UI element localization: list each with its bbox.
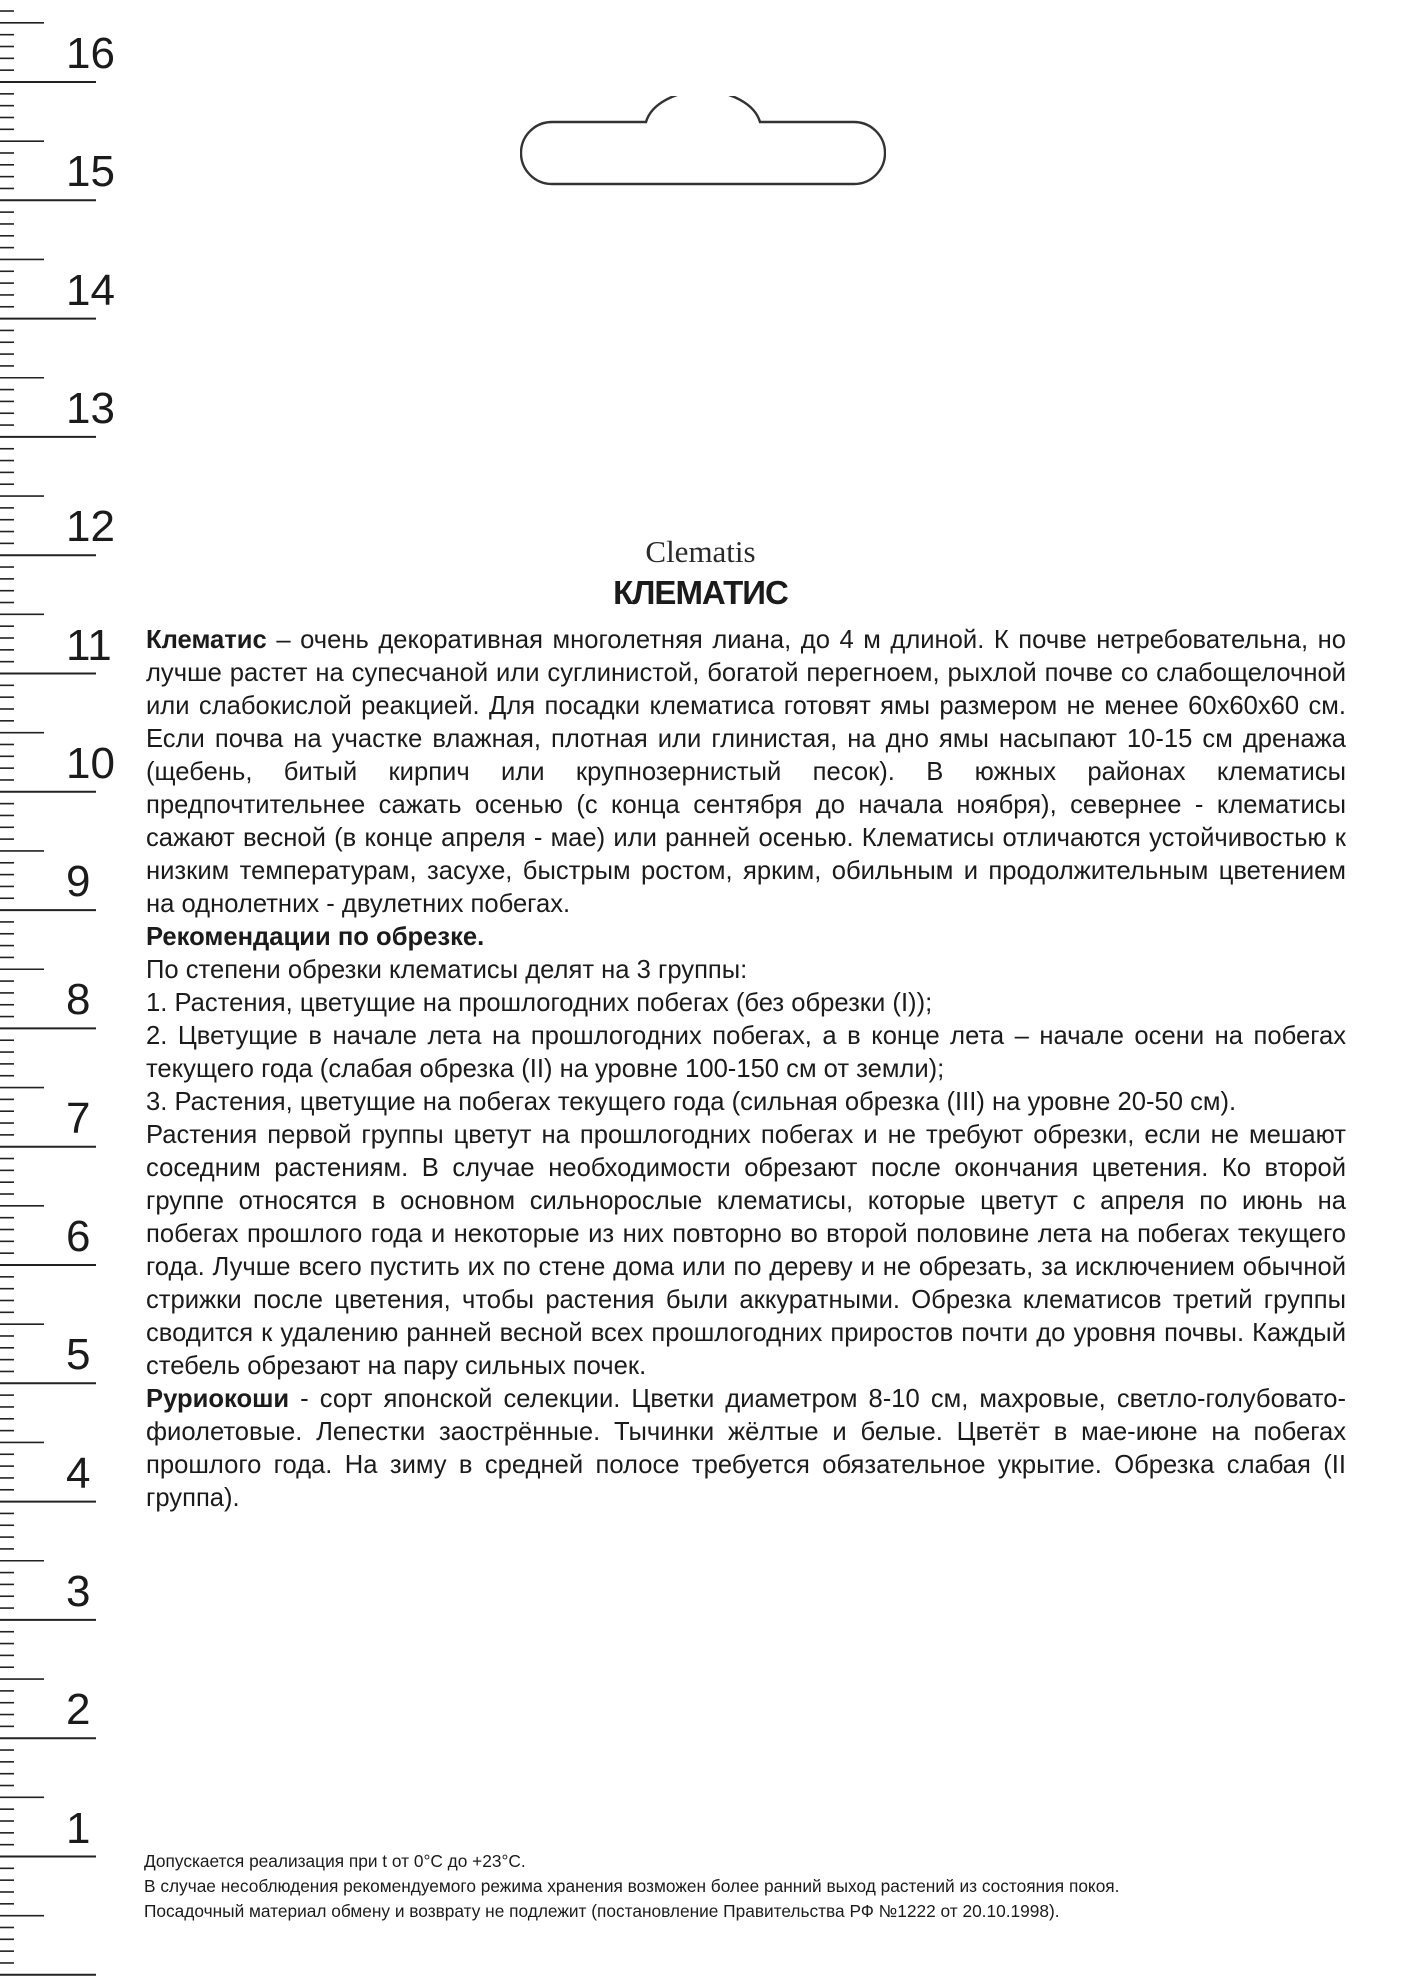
ruler-label: 4 <box>66 1448 91 1498</box>
ruler-label: 3 <box>66 1566 91 1616</box>
page-title: КЛЕМАТИС <box>613 574 788 611</box>
ruler-label: 1 <box>66 1803 91 1853</box>
pruning-group-2: 2. Цветущие в начале лета на прошлогодних побегах, а в конце лета – начале осени на побегах текущего года (слабая обрезка (II) на уровне 100-150 см от земли); <box>146 1022 1346 1083</box>
ruler-label: 14 <box>66 265 115 315</box>
footer-warning-note: В случае несоблюдения рекомендуемого режима хранения возможен более ранний выход растений из состояния покоя. <box>144 1876 1120 1896</box>
footer <box>144 1849 1374 1924</box>
variety-paragraph <box>146 1383 1346 1515</box>
variety-name: Руриокоши <box>146 1385 290 1413</box>
pruning-group-1: 1. Растения, цветущие на прошлогодних побегах (без обрезки (I)); <box>146 989 933 1017</box>
ruler-label: 10 <box>66 738 115 788</box>
description-text: – очень декоративная многолетняя лиана, до 4 м длиной. К почве нетребовательна, но лучше растет на супесчаной или суглинистой, богатой перегноем, рыхлой почве со слабощелочной или слабокислой реакцией. Для посадки клематиса готовят ямы размером не менее 60х60х60 см. Если почва на участке влажная, плотная или глинистая, на дно ямы насыпают 10-15 см дренажа (щебень, битый кирпич или крупнозернистый песок). В южных районах клематисы предпочтительнее сажать осенью (с конца сентября до начала ноября), севернее - клематисы сажают весной (в конце апреля - мае) или ранней осенью. Клематисы отличаются устойчивостью к низким температурам, засухе, быстрым ростом, ярким, обильным и продолжительным цветением на однолетних - двулетних побегах. <box>146 626 1346 918</box>
pruning-details: Растения первой группы цветут на прошлогодних побегах и не требуют обрезки, если не мешают соседним растениям. В случае необходимости обрезают после окончания цветения. Ко второй группе относятся в основном сильнорослые клематисы, которые цветут с апреля по июнь на побегах прошлого года и некоторые из них повторно во второй половине лета на побегах текущего года. Лучше всего пустить их по стене дома или по дереву и не обрезать, за исключением обычной стрижки после цветения, чтобы растения были аккуратными. Обрезка клематисов третий группы сводится к удалению ранней весной всех прошлогодних приростов почти до уровня почвы. Каждый стебель обрезают на пару сильных почек. <box>146 1121 1346 1380</box>
ruler-label: 9 <box>66 857 91 907</box>
description-lead: Клематис <box>146 626 267 654</box>
ruler-label: 7 <box>66 1093 91 1143</box>
ruler-label: 16 <box>66 29 115 78</box>
ruler <box>0 0 120 1981</box>
ruler-label: 6 <box>66 1212 91 1261</box>
ruler-label: 5 <box>66 1330 91 1380</box>
ruler-label: 11 <box>66 620 112 670</box>
footer-storage-note: Допускается реализация при t от 0°С до +23°С. <box>144 1851 526 1871</box>
latin-name: Clematis <box>645 534 756 569</box>
description-paragraph <box>146 624 1346 921</box>
ruler-label: 12 <box>66 502 115 552</box>
ruler-label: 8 <box>66 975 91 1025</box>
content <box>146 624 1346 1515</box>
footer-return-note: Посадочный материал обмену и возврату не подлежит (постановление Правительства РФ №1222 от 20.10.1998). <box>144 1901 1060 1921</box>
hang-tab-outline <box>520 96 886 186</box>
pruning-intro: По степени обрезки клематисы делят на 3 группы: <box>146 956 748 984</box>
pruning-heading: Рекомендации по обрезке. <box>146 923 485 951</box>
variety-text: - сорт японской селекции. Цветки диаметром 8-10 см, махровые, светло-голубовато-фиолетовые. Лепестки заострённые. Тычинки жёлтые и белые. Цветёт в мае-июне на побегах прошлого года. На зиму в средней полосе требуется обязательное укрытие. Обрезка слабая (II группа). <box>146 1385 1346 1512</box>
pruning-group-3: 3. Растения, цветущие на побегах текущего года (сильная обрезка (III) на уровне 20-50 см). <box>146 1088 1237 1116</box>
ruler-label: 15 <box>66 147 115 197</box>
ruler-label: 13 <box>66 383 115 433</box>
ruler-label: 2 <box>66 1685 91 1735</box>
